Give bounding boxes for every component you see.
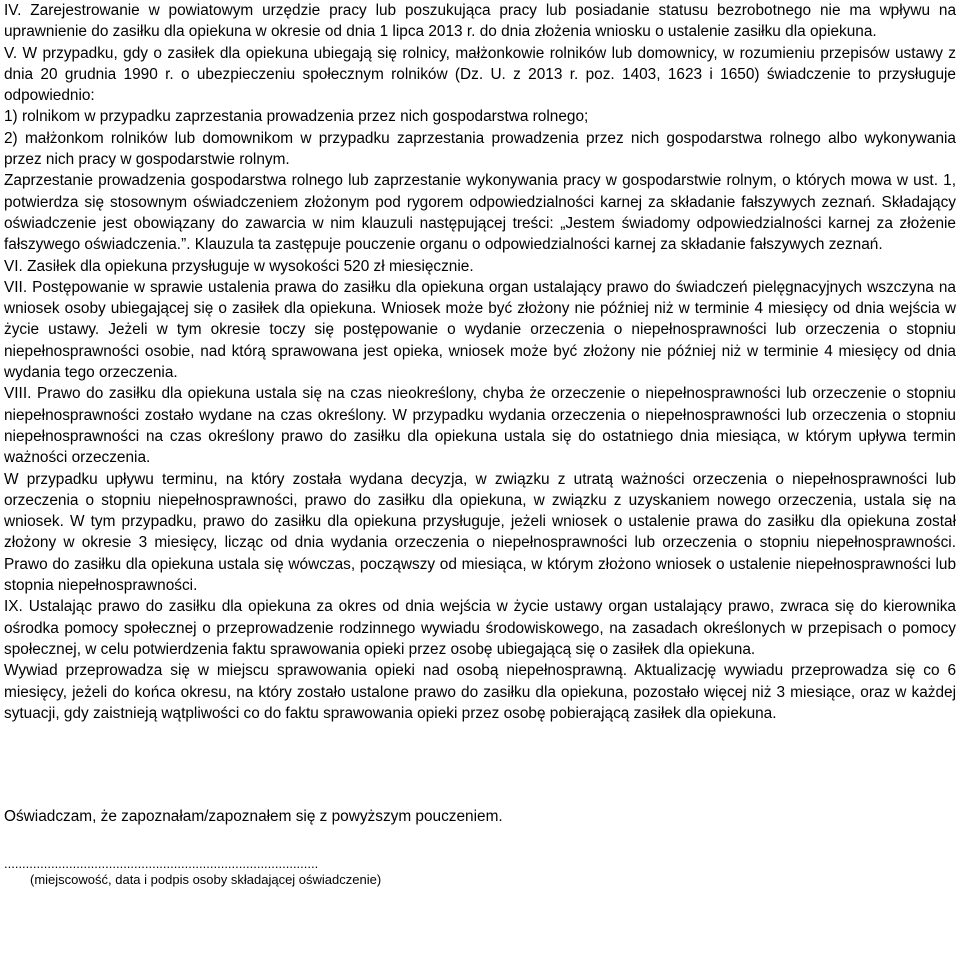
signature-caption: (miejscowość, data i podpis osoby składającej oświadczenie) (30, 872, 382, 888)
list-item-1: 1) rolnikom w przypadku zaprzestania prowadzenia przez nich gospodarstwa rolnego; (4, 108, 589, 126)
paragraph-vi: VI. Zasiłek dla opiekuna przysługuje w wysokości 520 zł miesięcznie. (4, 257, 474, 275)
declaration-statement: Oświadczam, że zapoznałam/zapoznałem się z powyższym pouczeniem. (4, 808, 503, 826)
paragraph-v: V. W przypadku, gdy o zasiłek dla opiekuna ubiegają się rolnicy, małżonkowie rolników lub domownicy, w rozumieniu przepisów ustawy z dnia 20 grudnia 1990 r. o ubezpieczeniu społecznym rolników (Dz. U. z 2013 r. poz. 1403, 1623 i 1650) świadczenie to przysługuje odpowiednio: (4, 44, 956, 105)
list-item-2: 2) małżonkom rolników lub domownikom w przypadku zaprzestania prowadzenia przez nich gospodarstwa rolnego albo wykonywania przez nich pracy w gospodarstwie rolnym. (4, 129, 956, 169)
paragraph-ix: IX. Ustalając prawo do zasiłku dla opiekuna za okres od dnia wejścia w życie ustawy organ ustalający prawo, zwraca się do kierownika ośrodka pomocy społecznej o przeprowadzenie rodzinnego wywiadu środowiskowego, na zasadach określonych w przepisach o pomocy społecznej, w celu potwierdzenia faktu sprawowania opieki przez osobę ubiegającą się o zasiłek dla opiekuna. (4, 598, 956, 658)
paragraph-cessation: Zaprzestanie prowadzenia gospodarstwa rolnego lub zaprzestanie wykonywania pracy w gospodarstwie rolnym, o których mowa w ust. 1, potwierdza się stosownym oświadczeniem złożonym pod rygorem odpowiedzialności karnej za składanie fałszywych zeznań. Składający oświadczenie jest obowiązany do zawarcia w nim klauzuli następującej treści: „Jestem świadomy odpowiedzialności karnej za złożenie fałszywego oświadczenia.”. Klauzula ta zastępuje pouczenie organu o odpowiedzialności karnej za składanie fałszywych zeznań. (4, 172, 956, 254)
paragraph-vii: VII. Postępowanie w sprawie ustalenia prawa do zasiłku dla opiekuna organ ustalający prawo do świadczeń pielęgnacyjnych wszczyna na wniosek osoby ubiegającej się o zasiłek dla opiekuna. Wniosek może być złożony nie później niż w terminie 4 miesięcy od dnia wejścia w życie ustawy. Jeżeli w tym okresie toczy się postępowanie o wydanie orzeczenia o niepełnosprawności lub orzeczenia o stopniu niepełnosprawności osobie, nad którą sprawowana jest opieka, wniosek może być złożony nie później niż w terminie 4 miesięcy od dnia wydania tego orzeczenia. (4, 278, 956, 382)
paragraph-term-expiry: W przypadku upływu terminu, na który została wydana decyzja, w związku z utratą ważności orzeczenia o niepełnosprawności lub orzeczenia o stopniu niepełnosprawności, prawo do zasiłku dla opiekuna, w związku z uzyskaniem nowego orzeczenia, ustala się na wniosek. W tym przypadku, prawo do zasiłku dla opiekuna przysługuje, jeżeli wniosek o ustalenie prawa do zasiłku dla opiekuna został złożony w okresie 3 miesięcy, licząc od dnia wydania orzeczenia o niepełnosprawności lub orzeczenia o stopniu niepełnosprawności. Prawo do zasiłku dla opiekuna ustala się wówczas, począwszy od miesiąca, w którym złożono wniosek o ustalenie niepełnosprawności lub stopnia niepełnosprawności. (4, 470, 956, 595)
paragraph-iv: IV. Zarejestrowanie w powiatowym urzędzie pracy lub poszukująca pracy lub posiadanie statusu bezrobotnego nie ma wpływu na uprawnienie do zasiłku dla opiekuna w okresie od dnia 1 lipca 2013 r. do dnia złożenia wniosku o ustalenie zasiłku dla opiekuna. (4, 2, 956, 41)
paragraph-interview: Wywiad przeprowadza się w miejscu sprawowania opieki nad osobą niepełnosprawną. Aktualizację wywiadu przeprowadza się co 6 miesięcy, jeżeli do końca okresu, na który zostało ustalone prawo do zasiłku dla opiekuna, pozostało więcej niż 3 miesiące, oraz w każdej sytuacji, gdy zaistnieją wątpliwości co do faktu sprawowania opieki przez osobę pobierającą zasiłek dla opiekuna. (4, 662, 956, 722)
instructions-body (4, 0, 956, 724)
spacer (4, 724, 956, 806)
paragraph-viii: VIII. Prawo do zasiłku dla opiekuna ustala się na czas nieokreślony, chyba że orzeczenie o niepełnosprawności lub orzeczenie o stopniu niepełnosprawności zostało wydane na czas określony. W przypadku wydania orzeczenia o niepełnosprawności lub orzeczenia o stopniu niepełnosprawności na czas określony prawo do zasiłku dla opiekuna ustala się do ostatniego dnia miesiąca, w którym upływa termin ważności orzeczenia. (4, 385, 956, 467)
signature-line: ....................................................................................... (4, 856, 319, 872)
